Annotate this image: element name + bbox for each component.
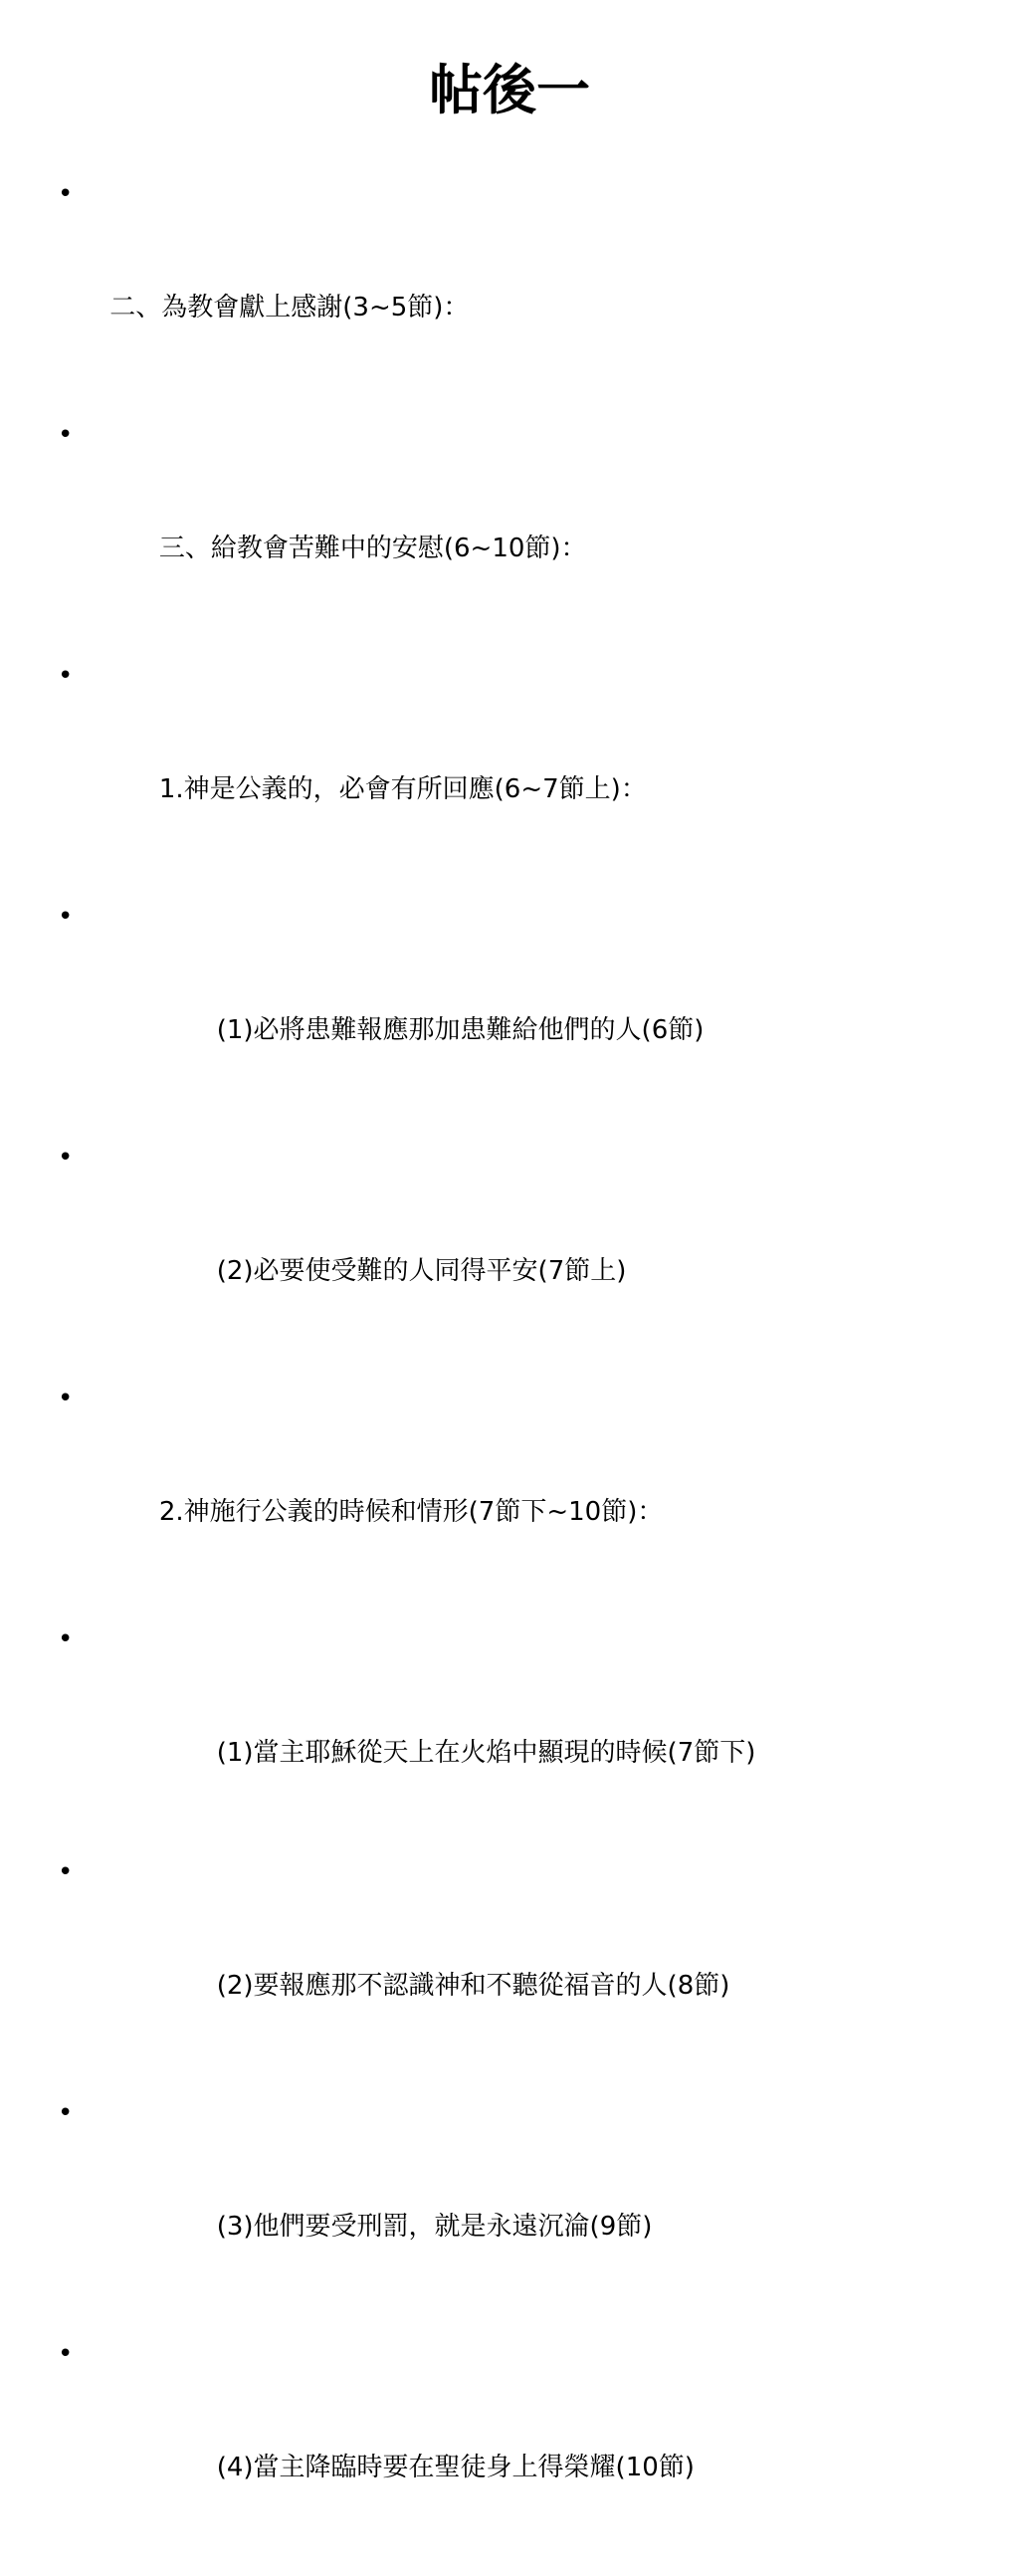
bullet-icon: • [58, 2339, 74, 2369]
bullet-item [58, 416, 953, 643]
bullet-item [58, 2094, 953, 2321]
bullet-icon: • [58, 1143, 74, 1173]
bullet-icon: • [58, 1384, 74, 1413]
bullet-icon: • [58, 1857, 74, 1887]
bullet-item [58, 898, 953, 1125]
bullet-text: (4)當主降臨時要在聖徒身上得榮耀(10節) [102, 2453, 695, 2482]
bullet-text: (2)要報應那不認識神和不聽從福音的人(8節) [102, 1971, 730, 2001]
bullet-text: 三、給教會苦難中的安慰(6~10節)： [102, 534, 587, 563]
bullet-text: 2.神施行公義的時候和情形(7節下~10節)： [102, 1497, 664, 1527]
bullet-item [58, 1620, 953, 1847]
bullet-item [58, 2335, 953, 2562]
bullet-text: 二、為教會獻上感謝(3~5節)： [102, 293, 470, 322]
bullet-icon: • [58, 420, 74, 450]
bullet-text: (1)當主耶穌從天上在火焰中顯現的時候(7節下) [102, 1738, 756, 1768]
bullet-item [58, 1380, 953, 1607]
bullet-icon: • [58, 1624, 74, 1654]
bullet-icon: • [58, 2098, 74, 2128]
bullet-list [58, 175, 953, 2576]
bullet-icon: • [58, 902, 74, 932]
bullet-text: (2)必要使受難的人同得平安(7節上) [102, 1256, 627, 1286]
bullet-text: (3)他們要受刑罰，就是永遠沉淪(9節) [102, 2212, 653, 2242]
bullet-item [58, 657, 953, 884]
bullet-text: 1.神是公義的，必會有所回應(6~7節上)： [102, 774, 647, 804]
bullet-text: (1)必將患難報應那加患難給他們的人(6節) [102, 1015, 705, 1045]
bullet-item [58, 1139, 953, 1366]
bullet-icon: • [58, 179, 74, 209]
slide-title: 帖後一 [429, 58, 590, 121]
bullet-item [58, 1853, 953, 2080]
bullet-item [58, 175, 953, 402]
bullet-icon: • [58, 661, 74, 691]
